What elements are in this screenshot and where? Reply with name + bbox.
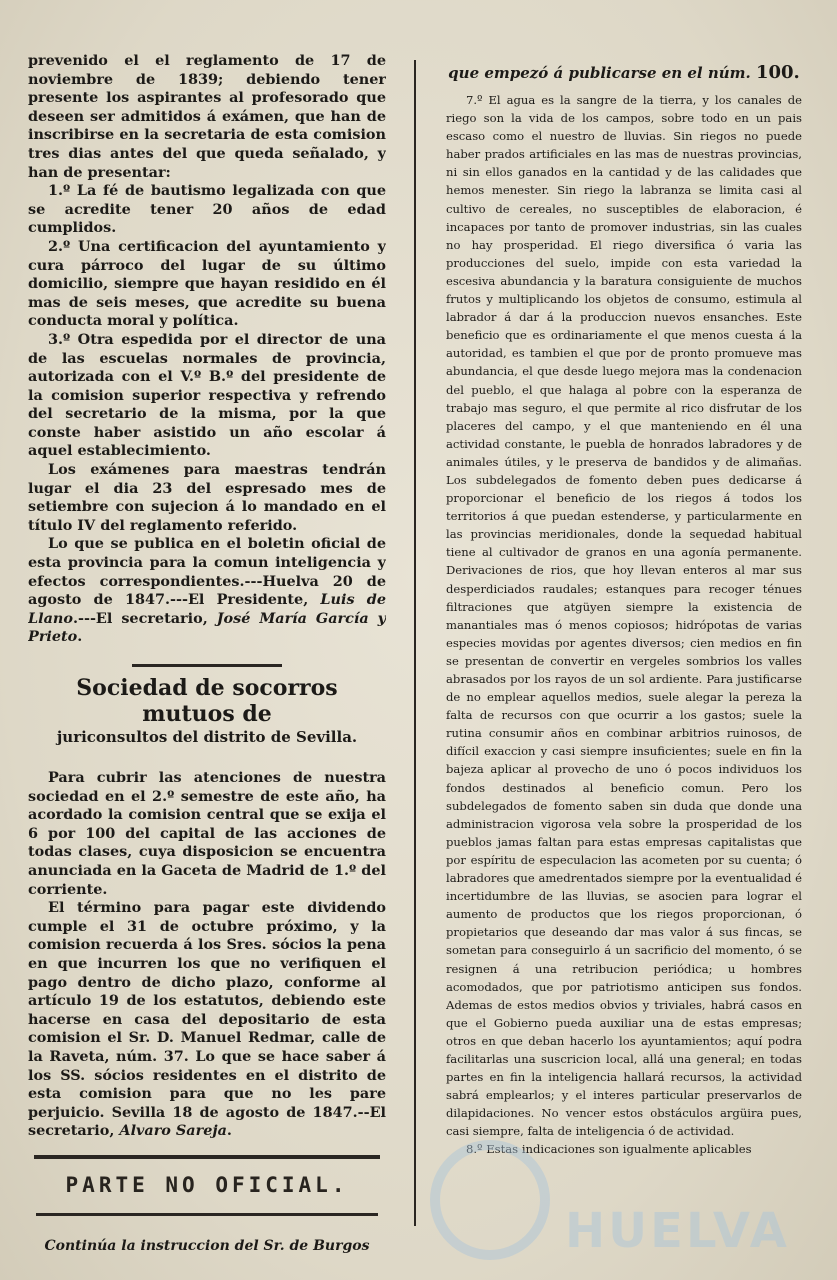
signature-secretario: José María García y Prieto — [28, 609, 386, 646]
section-title-sociedad: Sociedad de socorros mutuos de — [76, 675, 338, 727]
paragraph-reglamento: prevenido el el reglamento de 17 de noviembre de 1839; debiendo tener presente los aspirantes al profesorado que deseen ser admitidos á exámen, que han de inscribirse en la secretaria de esta comision tres dias antes del que queda señalado, y han de presentar: — [28, 52, 386, 181]
right-header-number: 100. — [755, 62, 800, 83]
paragraph-requisito-1: 1.º La fé de bautismo legalizada con que se acredite tener 20 años de edad cumplidos. — [28, 182, 386, 237]
right-header-text: que empezó á publicarse en el núm. — [448, 64, 751, 82]
publicacion-mid: .---El secretario, — [72, 609, 208, 627]
termino-text: El término para pagar este dividendo cumple el 31 de octubre próximo, y la comision recuerda á los Sres. sócios la pena en que incurren los que no verifiquen el pago dentro de dicho plazo, conforme al artículo 19 de los estatutos, debiendo este hacerse en casa del depositario de esta comision el Sr. D. Manuel Redmar, calle de la Raveta, núm. 37. Lo que se hace saber á los SS. sócios residentes en el distrito de esta comision para que no les pare perjuicio. Sevilla 18 de agosto de 1847.--El secretario, — [28, 899, 386, 1140]
stamp-text: HUELVA — [565, 1203, 790, 1259]
paragraph-agua: 7.º El agua es la sangre de la tierra, y los canales de riego son la vida de los campos, sobre todo en un pais escaso como el nuestro de lluvias. Sin riegos no puede haber prados artificiales en las mas de nuestras provincias, ni sin ellos ganados en la cantidad y de las calidades que hemos menester. Sin riego la labranza se limita casi al cultivo de cereales, no susceptibles de elaboracion, é incapaces por tanto de promover industrias, sin las cuales no hay prosperidad. El riego diversifica ó varia las producciones del suelo, impide con esta variedad la escesiva abundancia y la baratura consiguiente de muchos frutos y multiplicando los objetos de consumo, estimula al labrador á dar á la produccion nuevos ensanches. Este beneficio que es ordinariamente el que menos cuesta á la autoridad, es tambien el que por de pronto promueve mas abundancia, el que desde luego mejora mas la condenacion del pueblo, el que halaga al pobre con la esperanza de trabajo mas seguro, el que permite al rico disfrutar de los placeres del campo, y el que manteniendo en él una actividad constante, le puebla de honrados labradores y de animales útiles, y le preserva de bandidos y de alimañas. Los subdelegados de fomento deben pues dedicarse á proporcionar el beneficio de los riegos á todos los territorios á que puedan estenderse, y particularmente en las provincias meridionales, donde la sequedad habitual tiene al cultivador de granos en una agonía permanente. Derivaciones de rios, que hoy llevan enteros al mar sus desperdiciados raudales; estanques para recoger ténues filtraciones que atgüyen siempre la existencia de manantiales mas ó menos copiosos; hidrópotas de varias especies movidas por agentes diversos; cien medios en fin se presentan de convertir en vergeles sombrios los valles abrasados por los rayos de un sol ardiente. Para justificarse de no emplear aquellos medios, suele alegar la pereza la falta de recursos con que ocurrir a los gastos; suele la rutina consumir años en combinar arbitrios ruinosos, de difícil exaccion y casi siempre insuficientes; suele en fin la bajeza aplicar al provecho de uno ó pocos individuos los fondos destinados al beneficio comun. Pero los subdelegados de fomento saben sin duda que donde una administracion vigorosa vela sobre la prosperidad de los pueblos jamas faltan para estas empresas capitalistas que por espíritu de especulacion las acometen por su cuenta; ó labradores que amedrentados siempre por la eventualidad é incertidumbre de las lluvias, se asocien para lograr el aumento de productos que los riegos proporcionan, ó propietarios que deseando dar mas valor á sus fincas, se sometan para conseguirlo á un sacrificio del momento, ó se resignen á una retribucion periódica; u hombres acomodados, que por patriotismo anticipen sus fondos. Ademas de estos medios obvios y triviales, habrá casos en que el Gobierno pueda auxiliar una de estas empresas; otros en que deban hacerlo los ayuntamientos; aquí podra facilitarlas una suscricion local, allá una general; en todas partes en fin la inteligencia hallará recursos, la actividad sabrá emplearlos; y el interes particular preservarlos de dilapidaciones. No vencer estos obstáculos argüira pues, casi siempre, falta de inteligencia ó de actividad. — [446, 93, 802, 1139]
paragraph-termino — [28, 899, 386, 1141]
column-rule — [414, 60, 416, 1226]
thin-rule — [36, 1213, 378, 1216]
left-column — [28, 52, 386, 1256]
signature-presidente: Luis de Llano — [28, 591, 386, 627]
publicacion-end: . — [77, 628, 83, 646]
paragraph-examenes-maestras: Los exámenes para maestras tendrán lugar el dia 23 del espresado mes de setiembre con sujecion á lo mandado en el título IV del reglamento referido. — [28, 461, 386, 534]
termino-end: . — [226, 1122, 232, 1140]
section-subtitle-sociedad: juriconsultos del distrito de Sevilla. — [56, 728, 358, 746]
paragraph-indicaciones: 8.º Estas indicaciones son igualmente aplicables — [466, 1142, 752, 1157]
right-header — [446, 62, 802, 83]
parte-no-oficial-heading: PARTE NO OFICIAL. — [65, 1172, 349, 1197]
paragraph-publicacion — [28, 535, 386, 647]
paragraph-atenciones: Para cubrir las atenciones de nuestra sociedad en el 2.º semestre de este año, ha acordado la comision central que se exija el 6 por 100 del capital de las acciones de todas clases, cuya disposicion se encuentra anunciada en la Gaceta de Madrid de 1.º del corriente. — [28, 769, 386, 898]
right-column — [446, 52, 802, 1256]
paragraph-requisito-2: 2.º Una certificacion del ayuntamiento y cura párroco del lugar de su último domicilio, siempre que hayan residido en él mas de seis meses, que acredite su buena conducta moral y política. — [28, 237, 386, 330]
publicacion-text: Lo que se publica en el boletin oficial de esta provincia para la comun inteligencia y efectos correspondientes.---Huelva 20 de agosto de 1847.---El Presidente, — [28, 535, 386, 609]
paragraph-requisito-3: 3.º Otra espedida por el director de una de las escuelas normales de provincia, autorizada con el V.º B.º del presidente de la comision superior respectiva y refrendo del secretario de la misma, por la que conste haber asistido un año escolar á aquel establecimiento. — [28, 330, 386, 460]
continua-heading: Continúa la instruccion del Sr. de Burgos — [44, 1237, 370, 1254]
double-rule — [34, 1155, 380, 1159]
signature-sareja: Alvaro Sareja — [119, 1122, 227, 1140]
ornament-divider — [28, 655, 386, 669]
